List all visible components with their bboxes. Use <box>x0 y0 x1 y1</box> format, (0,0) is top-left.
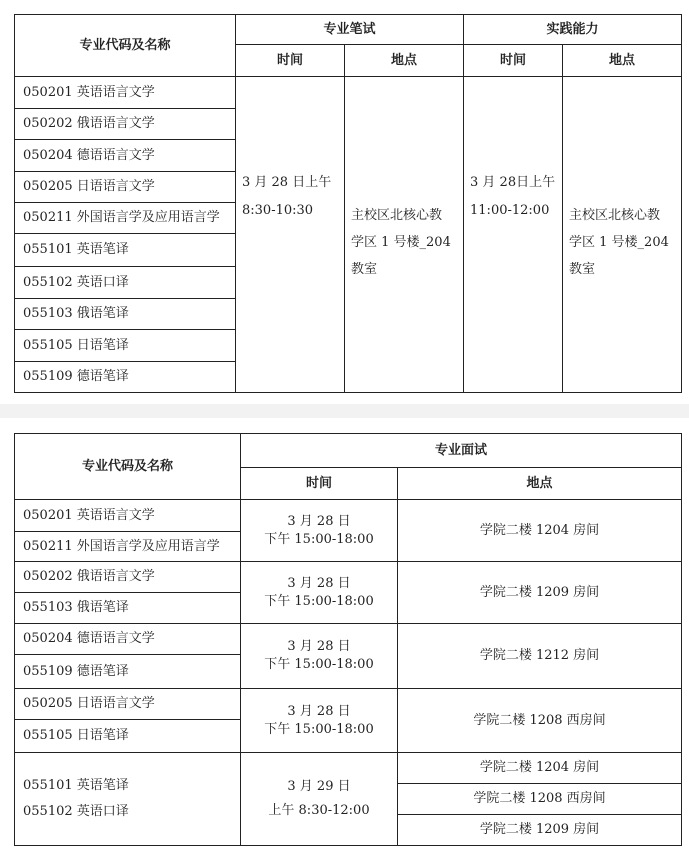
interview-date: 3 月 28 日 <box>287 513 351 529</box>
interview-date: 3 月 28 日 <box>287 703 351 719</box>
major-cell-group <box>15 753 241 846</box>
interview-place-cell: 学院二楼 1204 房间 <box>398 753 682 784</box>
major-line: 055101 英语笔译 <box>23 778 129 793</box>
major-cell: 050211 外国语言学及应用语言学 <box>15 532 241 562</box>
interview-place-cell: 学院二楼 1209 房间 <box>398 815 682 846</box>
interview-time-cell <box>241 624 398 689</box>
practice-place-cell <box>563 77 682 393</box>
major-cell: 055102 英语口译 <box>15 267 236 299</box>
interview-place-cell: 学院二楼 1208 西房间 <box>398 689 682 753</box>
written-place-line: 主校区北核心教 <box>351 207 443 223</box>
practice-time-date: 3 月 28日上午 <box>470 174 556 190</box>
interview-time: 上午 8:30-12:00 <box>268 803 370 818</box>
written-place-line: 教室 <box>351 262 378 278</box>
major-cell: 050204 德语语言文学 <box>15 140 236 172</box>
interview-time-cell <box>241 562 398 624</box>
written-practice-schedule-table <box>14 14 682 393</box>
interview-time-cell <box>241 689 398 753</box>
major-cell: 055103 俄语笔译 <box>15 299 236 330</box>
interview-time: 下午 15:00-18:00 <box>264 657 374 672</box>
interview-time-cell <box>241 753 398 846</box>
header-interview: 专业面试 <box>241 434 682 468</box>
major-line: 055102 英语口译 <box>23 804 129 819</box>
interview-time: 下午 15:00-18:00 <box>264 721 374 737</box>
header-written-exam: 专业笔试 <box>236 15 464 45</box>
major-cell: 050202 俄语语言文学 <box>15 562 241 593</box>
practice-place-line: 学区 1 号楼_204 <box>569 234 669 250</box>
major-cell: 055101 英语笔译 <box>15 234 236 267</box>
interview-time: 下午 15:00-18:00 <box>264 593 374 609</box>
interview-place-cell: 学院二楼 1212 房间 <box>398 624 682 689</box>
major-cell: 055105 日语笔译 <box>15 330 236 362</box>
written-time-date: 3 月 28 日上午 <box>242 174 332 190</box>
table-separator <box>0 404 689 418</box>
header-code-name: 专业代码及名称 <box>15 15 236 77</box>
major-cell: 050201 英语语言文学 <box>15 77 236 109</box>
major-cell: 050205 日语语言文学 <box>15 689 241 720</box>
major-cell: 050201 英语语言文学 <box>15 500 241 532</box>
interview-place-cell: 学院二楼 1208 西房间 <box>398 784 682 815</box>
interview-date: 3 月 29 日 <box>287 779 351 795</box>
major-cell: 050205 日语语言文学 <box>15 172 236 203</box>
header-practice-ability: 实践能力 <box>464 15 682 45</box>
major-cell: 055109 德语笔译 <box>15 362 236 393</box>
interview-time-cell <box>241 500 398 562</box>
written-place-cell <box>345 77 464 393</box>
header-written-place: 地点 <box>345 45 464 77</box>
major-cell: 055105 日语笔译 <box>15 720 241 753</box>
practice-time-range: 11:00-12:00 <box>470 202 550 218</box>
header-interview-time: 时间 <box>241 468 398 500</box>
header-written-time: 时间 <box>236 45 345 77</box>
major-cell: 055103 俄语笔译 <box>15 593 241 624</box>
interview-place-cell: 学院二楼 1204 房间 <box>398 500 682 562</box>
interview-place-cell: 学院二楼 1209 房间 <box>398 562 682 624</box>
practice-place-line: 主校区北核心教 <box>569 207 661 223</box>
interview-schedule-table <box>14 433 682 846</box>
written-time-cell <box>236 77 345 393</box>
header-practice-place: 地点 <box>563 45 682 77</box>
practice-place-line: 教室 <box>569 262 596 278</box>
major-cell: 050202 俄语语言文学 <box>15 109 236 140</box>
interview-date: 3 月 28 日 <box>287 575 351 591</box>
major-cell: 055109 德语笔译 <box>15 655 241 689</box>
header-code-name: 专业代码及名称 <box>15 434 241 500</box>
interview-time: 下午 15:00-18:00 <box>264 531 374 547</box>
written-time-range: 8:30-10:30 <box>242 202 314 218</box>
major-cell: 050204 德语语言文学 <box>15 624 241 655</box>
interview-date: 3 月 28 日 <box>287 639 351 655</box>
major-cell: 050211 外国语言学及应用语言学 <box>15 203 236 234</box>
header-practice-time: 时间 <box>464 45 563 77</box>
written-place-line: 学区 1 号楼_204 <box>351 234 451 250</box>
practice-time-cell <box>464 77 563 393</box>
header-interview-place: 地点 <box>398 468 682 500</box>
